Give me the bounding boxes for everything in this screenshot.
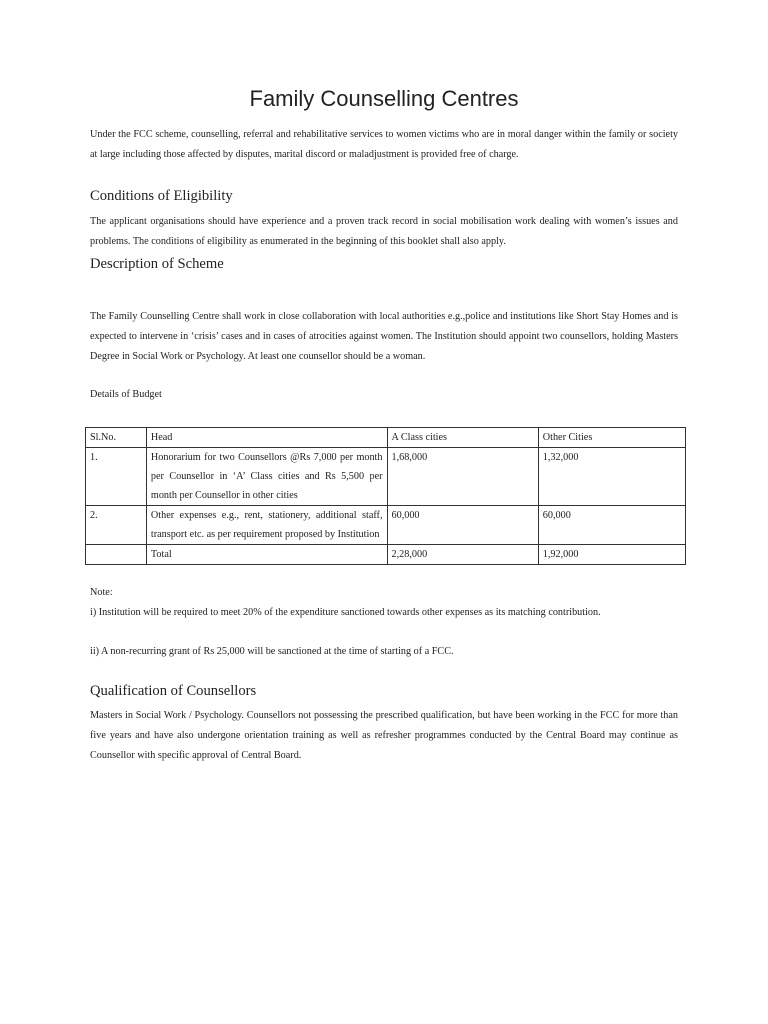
budget-label: Details of Budget xyxy=(90,389,162,400)
column-header-other: Other Cities xyxy=(538,428,685,448)
cell-slno: 2. xyxy=(86,506,147,545)
note-label: Note: xyxy=(90,587,113,598)
qualification-heading: Qualification of Counsellors xyxy=(90,683,257,699)
cell-slno xyxy=(86,545,147,565)
table-row-total xyxy=(86,545,686,565)
note-item-1: i) Institution will be required to meet 20% of the expenditure sanctioned towards other expenses as its matching contribution. xyxy=(90,607,601,618)
cell-slno: 1. xyxy=(86,448,147,506)
cell-other: 60,000 xyxy=(538,506,685,545)
cell-a-class: 60,000 xyxy=(387,506,538,545)
table-row xyxy=(86,448,686,506)
intro-paragraph: Under the FCC scheme, counselling, referral and rehabilitative services to women victims who are in moral danger within the family or society at large including those affected by disputes, marital discord or maladjustment is provided free of charge. xyxy=(90,129,678,160)
note-item-2: ii) A non-recurring grant of Rs 25,000 will be sanctioned at the time of starting of a FCC. xyxy=(90,646,454,657)
cell-other: 1,32,000 xyxy=(538,448,685,506)
cell-head: Honorarium for two Counsellors @Rs 7,000 per month per Counsellor in ‘A’ Class cities and Rs 5,500 per month per Counsellor in other cities xyxy=(146,448,387,506)
eligibility-paragraph: The applicant organisations should have experience and a proven track record in social mobilisation work dealing with women’s issues and problems. The conditions of eligibility as enumerated in the beginning of this booklet shall also apply. xyxy=(90,216,678,247)
page-title: Family Counselling Centres xyxy=(249,86,519,111)
cell-a-class: 1,68,000 xyxy=(387,448,538,506)
description-heading: Description of Scheme xyxy=(90,256,224,272)
qualification-paragraph: Masters in Social Work / Psychology. Counsellors not possessing the prescribed qualification, but have been working in the FCC for more than five years and have also undergone orientation training as well as refresher programmes conducted by the Central Board may continue as Counsellor with specific approval of Central Board. xyxy=(90,710,678,761)
column-header-slno: Sl.No. xyxy=(86,428,147,448)
budget-table xyxy=(85,427,686,565)
column-header-a-class: A Class cities xyxy=(387,428,538,448)
cell-other: 1,92,000 xyxy=(538,545,685,565)
cell-head: Total xyxy=(146,545,387,565)
table-header-row xyxy=(86,428,686,448)
column-header-head: Head xyxy=(146,428,387,448)
cell-head: Other expenses e.g., rent, stationery, additional staff, transport etc. as per requirement proposed by Institution xyxy=(146,506,387,545)
cell-a-class: 2,28,000 xyxy=(387,545,538,565)
eligibility-heading: Conditions of Eligibility xyxy=(90,188,233,204)
table-row xyxy=(86,506,686,545)
description-paragraph: The Family Counselling Centre shall work in close collaboration with local authorities e.g.,police and institutions like Short Stay Homes and is expected to intervene in ‘crisis’ cases and in cases of atrocities against women. The Institution should appoint two counsellors, holding Masters Degree in Social Work or Psychology. At least one counsellor should be a woman. xyxy=(90,311,678,362)
